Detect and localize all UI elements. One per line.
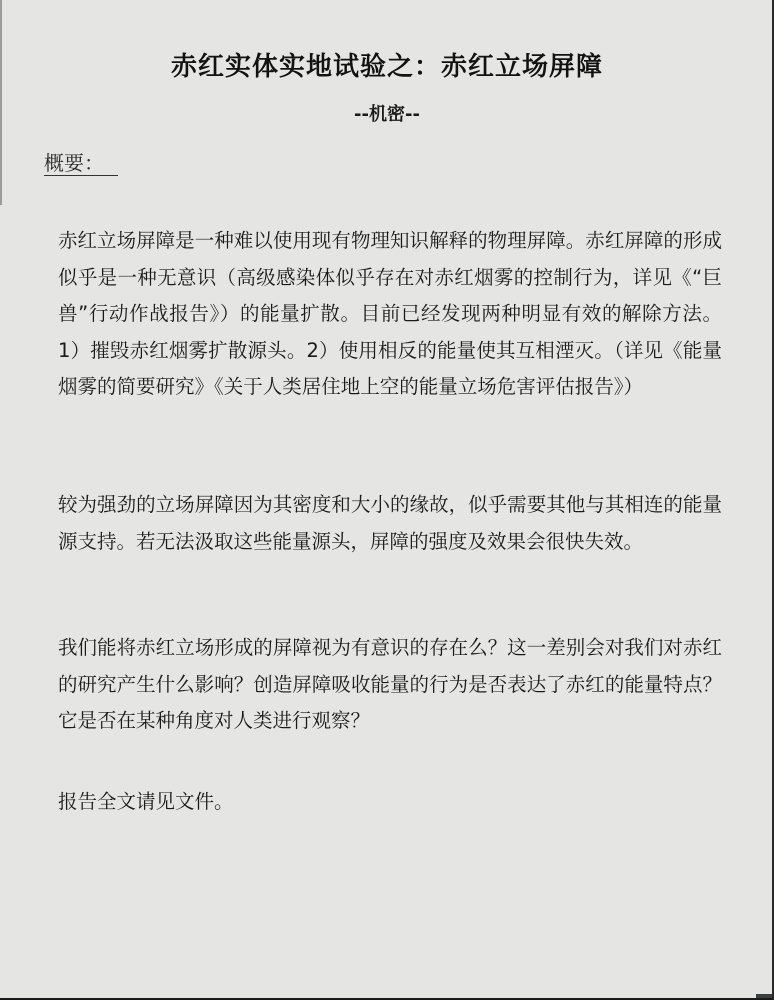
- corner-mark: [756, 994, 772, 998]
- paragraph-3: 我们能将赤红立场形成的屏障视为有意识的存在么？这一差别会对我们对赤红的研究产生什么影响？创造屏障吸收能量的行为是否表达了赤红的能量特点？它是否在某种角度对人类进行观察？: [58, 636, 722, 732]
- classification-label: --机密--: [354, 104, 420, 125]
- paragraph-4: 报告全文请见文件。: [58, 790, 234, 813]
- paragraph-2: 较为强劲的立场屏障因为其密度和大小的缘故，似乎需要其他与其相连的能量源支持。若无法汲取这些能量源头，屏障的强度及效果会很快失效。: [58, 493, 722, 553]
- document-title: 赤红实体实地试验之：赤红立场屏障: [170, 52, 603, 82]
- paragraph-1: 赤红立场屏障是一种难以使用现有物理知识解释的物理屏障。赤红屏障的形成似乎是一种无意识（高级感染体似乎存在对赤红烟雾的控制行为，详见《“巨兽”行动作战报告》）的能量扩散。目前已经发现两种明显有效的解除方法。1）摧毁赤红烟雾扩散源头。2）使用相反的能量使其互相湮灭。（详见《能量烟雾的简要研究》《关于人类居住地上空的能量立场危害评估报告》）: [58, 229, 722, 398]
- section-heading-summary: 概要：: [44, 151, 118, 176]
